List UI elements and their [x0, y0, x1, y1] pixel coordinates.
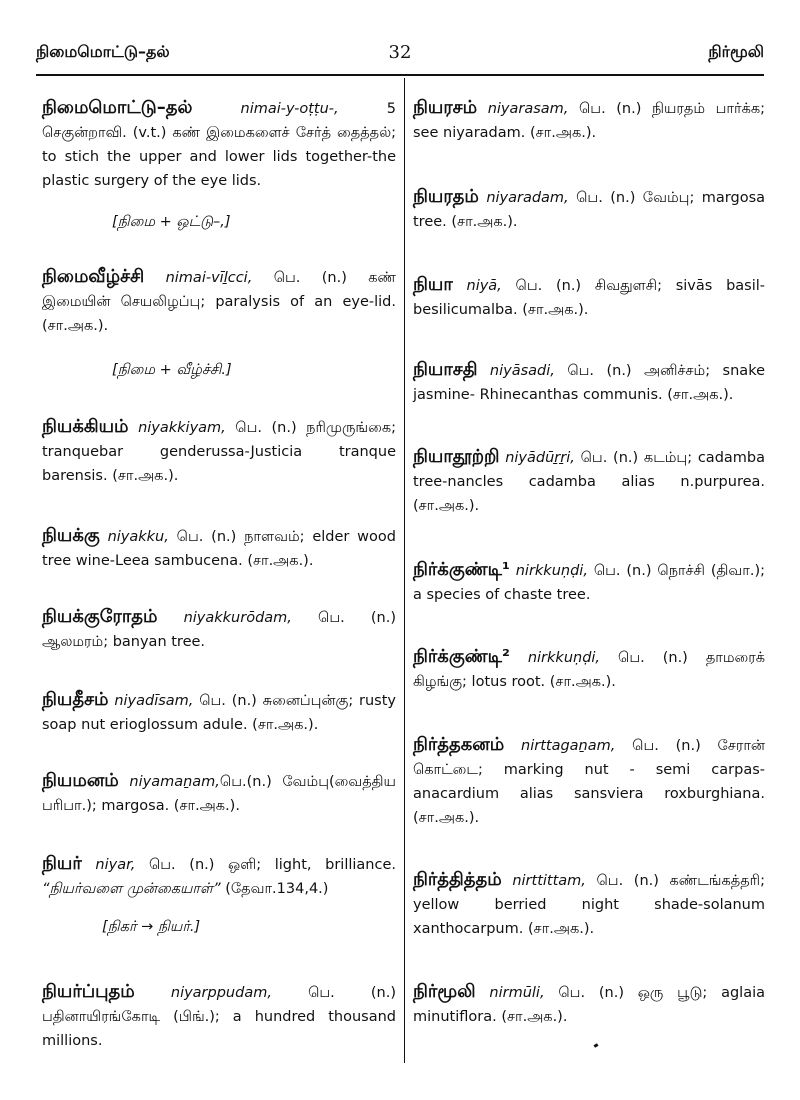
transliteration: niyā,	[466, 278, 502, 294]
dictionary-entry	[42, 980, 396, 1053]
definition: பெ. (n.) கடம்பு; cadamba tree-nancles cadamba alias n.purpurea. (சா.அக.).	[413, 450, 766, 514]
headword: நியரதம்	[413, 186, 479, 207]
transliteration: nimai-y-oṭṭu-,	[240, 101, 339, 117]
dictionary-entry	[42, 265, 396, 338]
transliteration: nirmūli,	[489, 985, 545, 1001]
dictionary-entry	[413, 445, 765, 518]
headword: நிர்த்தித்தம்	[413, 869, 502, 890]
dictionary-entry	[42, 415, 396, 488]
definition: பெ. (n.) பதினாயிரங்கோடி (பிங்.); a hundred thousand millions.	[42, 985, 396, 1049]
dictionary-entry	[42, 524, 396, 573]
headword: நிர்க்குண்டி²	[413, 646, 510, 667]
definition: 5 செகுன்றாவி. (v.t.) கண் இமைகளைச் சேர்த் தைத்தல்; to stich the upper and lower lids together-the plastic surgery of the eye lids.	[42, 101, 396, 189]
transliteration: nirkkuṇḍi,	[527, 650, 601, 666]
headword: நியர்	[42, 853, 82, 874]
dictionary-entry	[413, 645, 765, 694]
definition: பெ. (n.) நொச்சி (திவா.); a species of chaste tree.	[413, 563, 765, 603]
dictionary-entry	[42, 769, 396, 818]
headword: நிமைமொட்டு–தல்	[42, 97, 193, 118]
headword: நியாசதி	[413, 359, 478, 380]
headword: நிமைவீழ்ச்சி	[42, 266, 145, 287]
headword: நிர்மூலி	[413, 981, 476, 1002]
header-right-guideword: நிர்மூலி	[708, 42, 764, 61]
headword: நியமனம்	[42, 770, 119, 791]
dictionary-entry	[413, 185, 765, 234]
definition: பெ. (n.) சுனைப்புன்கு; rusty soap nut erioglossum adule. (சா.அக.).	[42, 693, 396, 733]
headword: நியக்கியம்	[42, 416, 129, 437]
headword: நியக்குரோதம்	[42, 606, 158, 627]
definition: பெ. (n.) ஒரு பூடு; aglaia minutiflora. (சா.அக.).	[413, 985, 765, 1025]
quotation: “நியர்வளை முன்கையாள்”	[42, 881, 221, 897]
definition: பெ. (n.) நரிமுருங்கை; tranquebar genderussa-Justicia tranque barensis. (சா.அக.).	[42, 420, 396, 484]
headword: நியர்ப்புதம்	[42, 981, 135, 1002]
definition: பெ. (n.) நியரதம் பார்க்க; see niyaradam. (சா.அக.).	[413, 101, 765, 141]
definition: பெ. (n.) அனிச்சம்; snake jasmine- Rhinecanthas communis. (சா.அக.).	[413, 363, 765, 403]
dictionary-entry	[413, 96, 765, 145]
transliteration: nirttittam,	[512, 873, 586, 889]
headword: நிர்த்தகனம்	[413, 734, 505, 755]
headword: நியரசம்	[413, 97, 478, 118]
transliteration: nimai-vīḻcci,	[165, 270, 253, 286]
transliteration: niyadīsam,	[114, 693, 194, 709]
transliteration: niyarasam,	[487, 101, 569, 117]
dictionary-entry	[413, 980, 765, 1029]
headword: நியாதூற்றி	[413, 446, 500, 467]
header-left-guideword: நிமைமொட்டு–தல்	[36, 42, 170, 61]
page-header	[36, 42, 764, 70]
dictionary-entry	[42, 688, 396, 737]
definition: பெ. (n.) வேம்பு; margosa tree. (சா.அக.).	[413, 190, 766, 230]
transliteration: niyamaṉam,	[129, 774, 220, 790]
page-number: 32	[388, 42, 412, 63]
definition: பெ.(n.) வேம்பு(வைத்திய பரிபா.); margosa. (சா.அக.).	[42, 774, 396, 814]
headword: நிர்க்குண்டி¹	[413, 559, 510, 580]
definition: பெ. (n.) ஒளி; light, brilliance.	[135, 857, 396, 873]
definition: பெ. (n.) கண் இமையின் செயலிழப்பு; paralysis of an eye-lid. (சா.அக.).	[42, 270, 396, 334]
transliteration: niyakku,	[107, 529, 169, 545]
dictionary-entry	[413, 558, 765, 607]
quotation-source: (தேவா.134,4.)	[220, 881, 329, 897]
transliteration: niyāsadi,	[489, 363, 555, 379]
definition: பெ. (n.) சிவதுளசி; sivās basil-besilicumalba. (சா.அக.).	[413, 278, 766, 318]
ink-speck	[594, 1043, 599, 1048]
etymology: [நிமை + ஒட்டு–,]	[112, 214, 231, 230]
dictionary-entry	[42, 852, 396, 901]
transliteration: niyar,	[95, 857, 136, 873]
transliteration: niyaradam,	[486, 190, 569, 206]
definition: பெ. (n.) சேரான் கொட்டை; marking nut - semi carpas-anacardium alias sansviera roxburghiana. (சா.அக.).	[413, 738, 765, 826]
transliteration: nirttagaṉam,	[521, 738, 616, 754]
definition: பெ. (n.) நாளவம்; elder wood tree wine-Leea sambucena. (சா.அக.).	[42, 529, 396, 569]
transliteration: nirkkuṇḍi,	[515, 563, 588, 579]
dictionary-entry	[413, 358, 765, 407]
dictionary-entry	[413, 273, 765, 322]
definition: பெ. (n.) தாமரைக் கிழங்கு; lotus root. (சா.அக.).	[413, 650, 765, 690]
dictionary-entry	[413, 733, 765, 830]
dictionary-entry	[42, 605, 396, 654]
definition: பெ. (n.) கண்டங்கத்தரி; yellow berried night shade-solanum xanthocarpum. (சா.அக.).	[413, 873, 765, 937]
transliteration: niyādūṟṟi,	[505, 450, 575, 466]
etymology: [நிமை + வீழ்ச்சி.]	[112, 362, 232, 378]
transliteration: niyakkiyam,	[138, 420, 226, 436]
headword: நியா	[413, 274, 453, 295]
dictionary-entry	[413, 868, 765, 941]
headword: நியதீசம்	[42, 689, 109, 710]
etymology: [நிகர் → நியர்.]	[102, 919, 201, 935]
column-divider	[404, 78, 405, 1063]
headword: நியக்கு	[42, 525, 100, 546]
transliteration: niyakkurōdam,	[183, 610, 292, 626]
header-rule	[36, 74, 764, 76]
dictionary-entry	[42, 96, 396, 193]
transliteration: niyarppudam,	[170, 985, 272, 1001]
definition: பெ. (n.) ஆலமரம்; banyan tree.	[42, 610, 396, 650]
